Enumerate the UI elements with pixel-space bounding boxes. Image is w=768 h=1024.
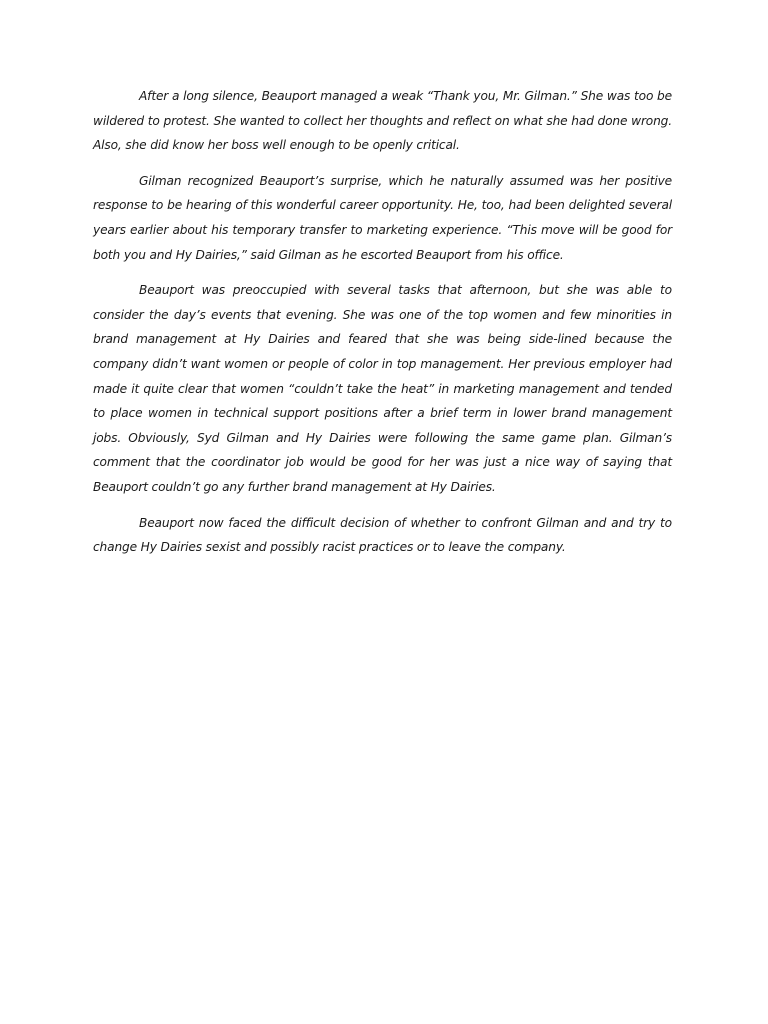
paragraph-2: Gilman recognized Beauport’s surprise, which he naturally assumed was her positive response to be hearing of this wonderful career opportunity. He, too, had been delighted several years earlier about his temporary transfer to marketing experience. “This move will be good for both you and Hy Dairies,” said Gilman as he escorted Beauport from his office. <box>93 173 672 262</box>
paragraph-3: Beauport was preoccupied with several tasks that afternoon, but she was able to consider the day’s events that evening. She was one of the top women and few minorities in brand management at Hy Dairies and feared that she was being side-lined because the company didn’t want women or people of color in top management. Her previous employer had made it quite clear that women “couldn’t take the heat” in marketing management and tended to place women in technical support positions after a brief term in lower brand management jobs. Obviously, Syd Gilman and Hy Dairies were following the same game plan. Gilman’s comment that the coordinator job would be good for her was just a nice way of saying that Beauport couldn’t go any further brand management at Hy Dairies. <box>93 283 672 494</box>
paragraph-1: After a long silence, Beauport managed a weak “Thank you, Mr. Gilman.” She was too be wildered to protest. She wanted to collect her thoughts and reflect on what she had done wrong. Also, she did know her boss well enough to be openly critical. <box>93 89 672 153</box>
document-body <box>93 84 672 571</box>
paragraph-4: Beauport now faced the difficult decision of whether to confront Gilman and and try to change Hy Dairies sexist and possibly racist practices or to leave the company. <box>93 515 672 555</box>
